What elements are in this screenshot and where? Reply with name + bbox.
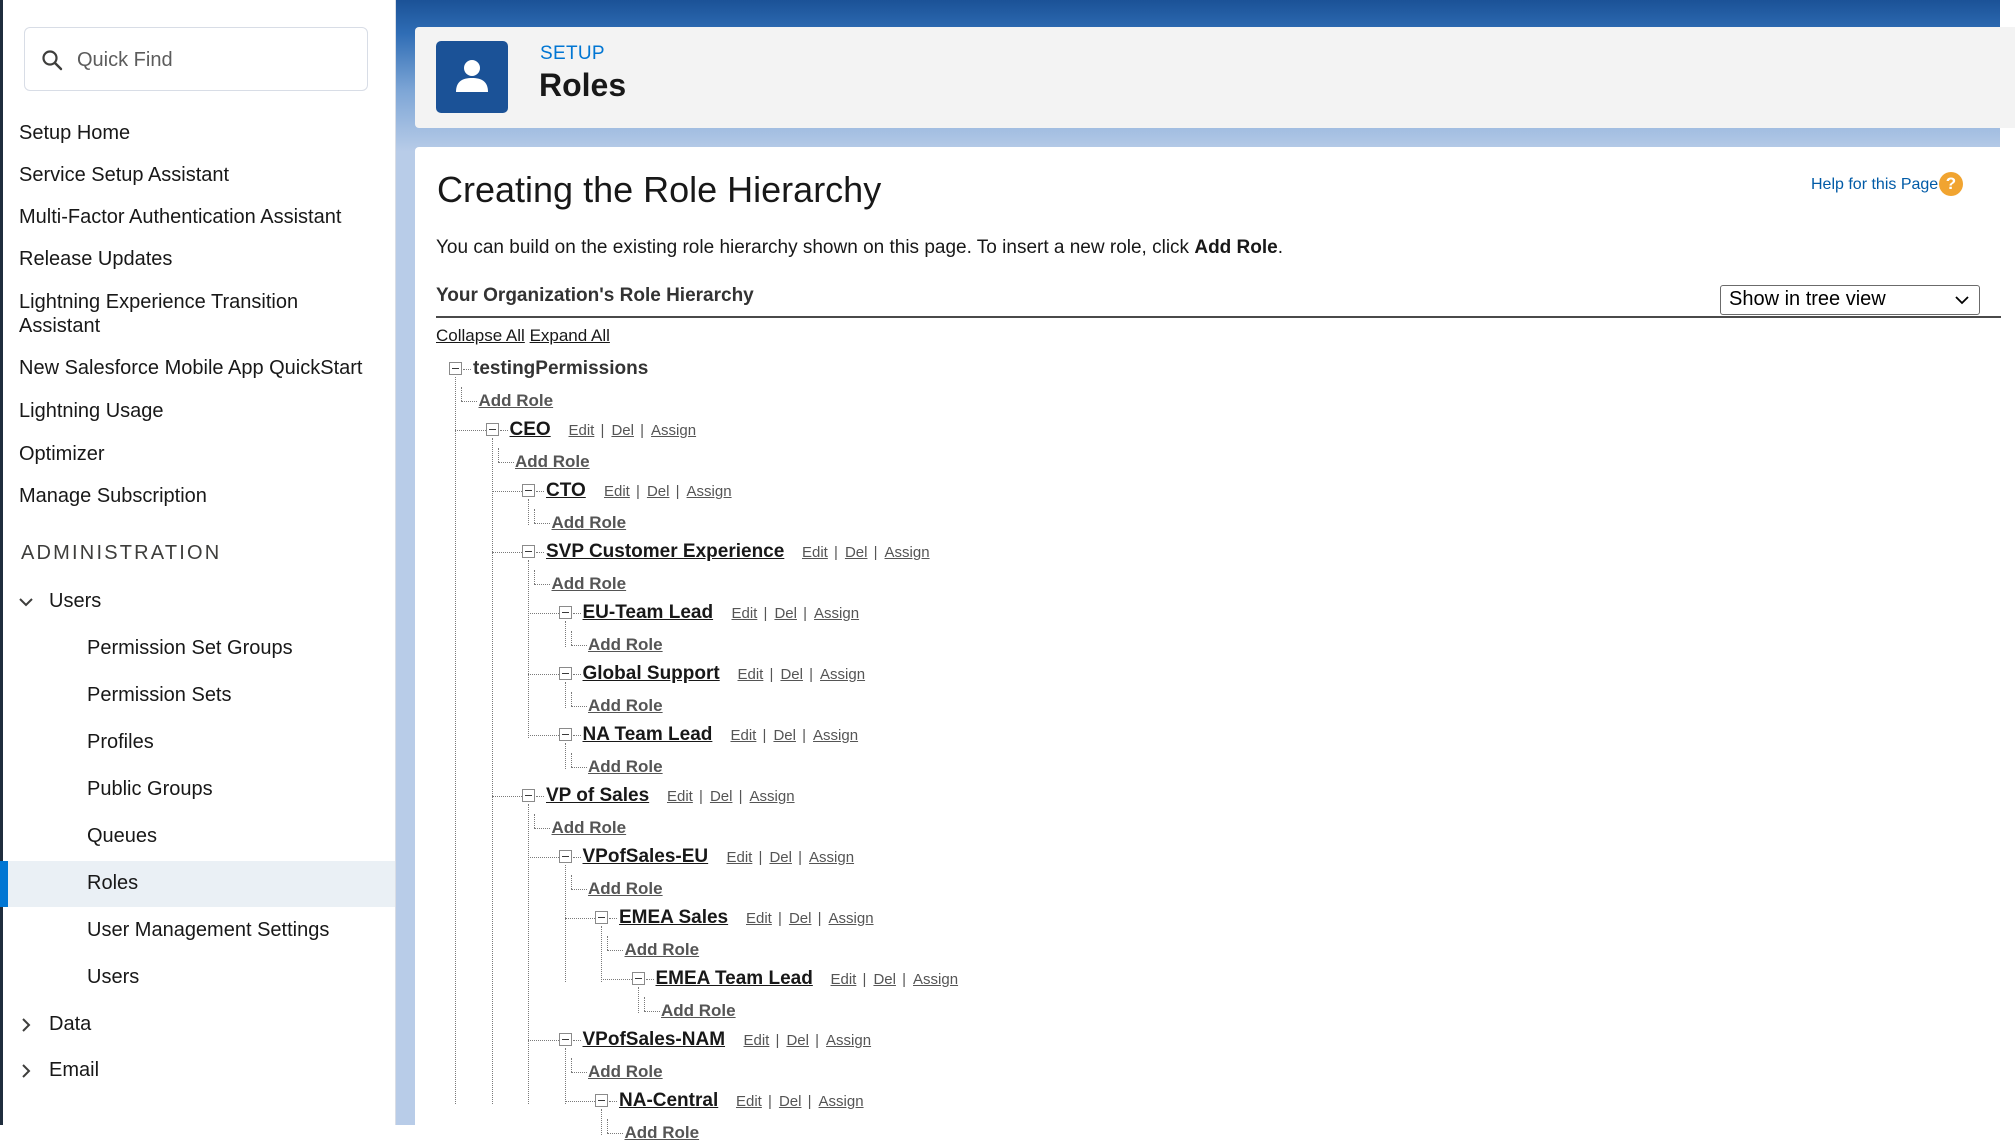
separator: | (671, 483, 680, 500)
sidebar-item-mfa-assistant[interactable]: Multi-Factor Authentication Assistant (19, 206, 342, 228)
add-role-link[interactable]: Add Role (551, 817, 627, 837)
tree-connector (609, 1101, 617, 1102)
delete-role-link[interactable]: Del (611, 422, 634, 439)
role-actions (746, 910, 874, 927)
roles-icon-box (436, 41, 508, 113)
role-actions (736, 1093, 864, 1110)
tree-guide (565, 682, 566, 708)
separator: | (797, 727, 807, 744)
role-link[interactable]: SVP Customer Experience (546, 541, 785, 562)
add-role-link[interactable]: Add Role (588, 756, 663, 776)
role-actions (731, 727, 859, 744)
tree-connector (534, 509, 535, 523)
sidebar-item-queues[interactable] (0, 814, 395, 860)
collapse-all-link[interactable]: Collapse All (436, 326, 525, 345)
role-link[interactable]: EMEA Team Lead (655, 968, 813, 989)
tree-connector (607, 936, 608, 950)
role-actions (604, 483, 732, 500)
tree-guide (528, 804, 529, 1104)
tree-connector (528, 674, 559, 675)
assign-role-link[interactable]: Assign (884, 544, 930, 561)
tree-connector (455, 430, 486, 431)
add-role-link[interactable]: Add Role (515, 451, 590, 471)
sidebar-group-email[interactable] (0, 1049, 395, 1093)
role-link[interactable]: CTO (546, 480, 586, 501)
sidebar-item-roles[interactable] (0, 861, 395, 907)
separator: | (810, 1032, 820, 1049)
sidebar-item-label: Roles (87, 872, 139, 894)
sidebar-group-data[interactable] (0, 1003, 395, 1047)
tree-connector (492, 491, 523, 492)
separator: | (765, 666, 774, 683)
separator: | (758, 727, 767, 744)
tree-connector (528, 1040, 559, 1041)
separator: | (793, 849, 803, 866)
tree-connector (492, 796, 523, 797)
tree-connector (573, 857, 581, 858)
tree-connector (571, 645, 587, 646)
separator: | (596, 422, 605, 439)
help-icon[interactable]: ? (1939, 172, 1963, 196)
role-actions (569, 422, 697, 439)
chevron-right-icon (16, 1015, 36, 1035)
tree-connector (565, 918, 596, 919)
delete-role-link[interactable]: Del (788, 910, 812, 927)
role-link[interactable]: Global Support (582, 663, 720, 684)
tree-connector (571, 1058, 572, 1072)
role-actions (831, 971, 959, 988)
separator: | (897, 971, 907, 988)
delete-role-link[interactable]: Del (786, 1032, 809, 1049)
role-link[interactable]: VPofSales-NAM (582, 1029, 726, 1050)
user-icon (454, 58, 490, 94)
separator: | (804, 666, 814, 683)
tree-connector (571, 753, 572, 767)
collapse-toggle-icon[interactable] (449, 362, 462, 375)
delete-role-link[interactable]: Del (769, 849, 792, 866)
collapse-toggle-icon[interactable] (559, 606, 572, 619)
delete-role-link[interactable]: Del (773, 727, 796, 744)
add-role-link[interactable]: Add Role (588, 634, 663, 654)
role-actions (802, 544, 930, 561)
help-link[interactable]: Help for this Page (1811, 176, 1939, 193)
collapse-toggle-icon[interactable] (559, 850, 572, 863)
sidebar-item-optimizer[interactable]: Optimizer (19, 443, 105, 465)
edit-role-link[interactable]: Edit (568, 422, 595, 439)
chevron-down-icon (16, 592, 36, 612)
tree-connector (609, 918, 617, 919)
role-link[interactable]: VP of Sales (546, 785, 650, 806)
tree-guide (565, 1048, 566, 1104)
sidebar-item-user-management-settings[interactable] (0, 908, 395, 954)
edit-role-link[interactable]: Edit (604, 483, 630, 500)
collapse-toggle-icon[interactable] (486, 423, 499, 436)
tree-connector (571, 692, 572, 706)
sidebar-group-users[interactable] (0, 580, 395, 624)
assign-role-link[interactable]: Assign (749, 788, 795, 805)
tree-connector (500, 430, 508, 431)
separator: | (635, 422, 645, 439)
tree-connector (571, 706, 587, 707)
delete-role-link[interactable]: Del (646, 483, 670, 500)
intro-text-end: . (1277, 237, 1284, 258)
tree-connector (528, 857, 559, 858)
tree-guide (492, 438, 493, 1104)
sidebar-item-label: Queues (87, 825, 158, 847)
sidebar-item-lightning-transition-assistant[interactable]: Lightning Experience Transition Assistant (19, 291, 299, 337)
page-title: Roles (539, 67, 627, 103)
role-actions (727, 849, 855, 866)
sidebar-item-manage-subscription[interactable]: Manage Subscription (19, 485, 207, 507)
collapse-toggle-icon[interactable] (522, 484, 535, 497)
main-area (396, 0, 2000, 1142)
tree-connector (534, 814, 535, 828)
tree-connector (601, 979, 632, 980)
tree-guide (565, 865, 566, 982)
tree-connector (571, 1072, 587, 1073)
add-role-link[interactable]: Add Role (588, 878, 663, 898)
sidebar-item-release-updates[interactable]: Release Updates (19, 248, 173, 270)
tree-connector (461, 401, 477, 402)
assign-role-link[interactable]: Assign (814, 605, 860, 622)
separator: | (754, 849, 763, 866)
delete-role-link[interactable]: Del (844, 544, 868, 561)
assign-role-link[interactable]: Assign (686, 483, 732, 500)
role-link[interactable]: CEO (509, 419, 551, 440)
collapse-toggle-icon[interactable] (522, 789, 535, 802)
collapse-toggle-icon[interactable] (522, 545, 535, 558)
separator: | (734, 788, 743, 805)
tree-connector (644, 1011, 660, 1012)
tree-connector (573, 1040, 581, 1041)
role-link[interactable]: NA-Central (619, 1090, 719, 1111)
sidebar-item-lightning-usage[interactable]: Lightning Usage (19, 400, 164, 422)
tree-view-select-value: Show in tree view (1729, 288, 1886, 310)
tree-connector (534, 828, 550, 829)
content-card (415, 147, 2015, 1147)
add-role-link[interactable]: Add Role (624, 1122, 700, 1142)
edit-role-link[interactable]: Edit (730, 727, 757, 744)
sidebar-item-label: Permission Set Groups (87, 637, 293, 659)
page-header (415, 27, 2015, 128)
collapse-toggle-icon[interactable] (632, 972, 645, 985)
add-role-link[interactable]: Add Role (624, 939, 700, 959)
delete-role-link[interactable]: Del (709, 788, 733, 805)
separator: | (858, 971, 867, 988)
collapse-toggle-icon[interactable] (559, 1033, 572, 1046)
sidebar-item-label: Public Groups (87, 778, 213, 800)
separator: | (803, 1093, 812, 1110)
expand-all-link[interactable]: Expand All (529, 326, 610, 345)
assign-role-link[interactable]: Assign (826, 1032, 872, 1049)
sidebar-group-label: Email (49, 1059, 100, 1081)
sidebar-item-permission-set-groups[interactable] (0, 626, 395, 672)
tree-guide (565, 743, 566, 769)
tree-connector (498, 448, 499, 462)
tree-guide (528, 499, 529, 525)
separator: | (798, 605, 808, 622)
add-role-link[interactable]: Add Role (588, 695, 663, 715)
edit-role-link[interactable]: Edit (830, 971, 857, 988)
tree-guide (638, 987, 639, 1013)
edit-role-link[interactable]: Edit (737, 666, 764, 683)
tree-connector (607, 1133, 623, 1134)
hierarchy-section-title: Your Organization's Role Hierarchy (436, 285, 754, 306)
sidebar-item-profiles[interactable] (0, 720, 395, 766)
tree-connector (573, 674, 581, 675)
role-hierarchy-tree (415, 147, 2015, 1147)
tree-connector (492, 552, 523, 553)
tree-connector (571, 767, 587, 768)
quick-find-box[interactable] (24, 27, 368, 91)
delete-role-link[interactable]: Del (873, 971, 896, 988)
separator: | (759, 605, 768, 622)
tree-connector (644, 997, 645, 1011)
administration-heading: ADMINISTRATION (21, 542, 222, 564)
header-eyebrow: SETUP (540, 43, 605, 64)
tree-connector (461, 387, 462, 401)
add-role-link[interactable]: Add Role (478, 390, 554, 410)
tree-guide (528, 560, 529, 738)
edit-role-link[interactable]: Edit (726, 849, 753, 866)
tree-connector (571, 631, 572, 645)
role-link[interactable]: EMEA Sales (619, 907, 729, 928)
delete-role-link[interactable]: Del (780, 666, 803, 683)
role-link[interactable]: VPofSales-EU (582, 846, 709, 867)
intro-text-main: You can build on the existing role hierarchy shown on this page. To insert a new role, click (436, 237, 1195, 258)
role-link[interactable]: EU-Team Lead (582, 602, 714, 623)
tree-connector (565, 1101, 596, 1102)
tree-connector (534, 523, 550, 524)
sidebar-item-public-groups[interactable] (0, 767, 395, 813)
assign-role-link[interactable]: Assign (651, 422, 697, 439)
tree-connector (534, 570, 535, 584)
collapse-toggle-icon[interactable] (559, 728, 572, 741)
collapse-toggle-icon[interactable] (595, 1094, 608, 1107)
tree-connector (498, 462, 514, 463)
separator: | (869, 544, 878, 561)
separator: | (771, 1032, 780, 1049)
sidebar-item-mobile-quickstart[interactable]: New Salesforce Mobile App QuickStart (19, 357, 363, 379)
sidebar-item-setup-home[interactable]: Setup Home (19, 122, 131, 144)
role-actions (744, 1032, 872, 1049)
sidebar-group-label: Users (49, 590, 102, 612)
tree-connector (646, 979, 654, 980)
edit-role-link[interactable]: Edit (736, 1093, 762, 1110)
setup-sidebar (0, 0, 396, 1125)
tree-guide (601, 926, 602, 982)
sidebar-item-service-setup-assistant[interactable]: Service Setup Assistant (19, 164, 230, 186)
sidebar-item-label: Permission Sets (87, 684, 232, 706)
edit-role-link[interactable]: Edit (667, 788, 693, 805)
tree-connector (536, 796, 544, 797)
sidebar-item-permission-sets[interactable] (0, 673, 395, 719)
separator: | (763, 1093, 772, 1110)
tree-connector (573, 613, 581, 614)
tree-connector (571, 889, 587, 890)
assign-role-link[interactable]: Assign (820, 666, 866, 683)
tree-connector (536, 552, 544, 553)
assign-role-link[interactable]: Assign (813, 727, 859, 744)
role-link[interactable]: NA Team Lead (582, 724, 713, 745)
edit-role-link[interactable]: Edit (731, 605, 758, 622)
chevron-right-icon (16, 1061, 36, 1081)
assign-role-link[interactable]: Assign (809, 849, 855, 866)
assign-role-link[interactable]: Assign (913, 971, 959, 988)
tree-connector (536, 491, 544, 492)
sidebar-item-label: Profiles (87, 731, 154, 753)
tree-connector (607, 1119, 608, 1133)
separator: | (813, 910, 822, 927)
sidebar-item-users[interactable] (0, 955, 395, 1001)
quick-find-input[interactable] (77, 42, 357, 78)
tree-connector (571, 875, 572, 889)
tree-connector (528, 613, 559, 614)
tree-connector (528, 735, 559, 736)
edit-role-link[interactable]: Edit (743, 1032, 770, 1049)
assign-role-link[interactable]: Assign (818, 1093, 864, 1110)
tree-connector (534, 584, 550, 585)
page-heading: Creating the Role Hierarchy (437, 169, 882, 210)
intro-text-bold: Add Role (1194, 237, 1278, 258)
tree-connector (573, 735, 581, 736)
add-role-link[interactable]: Add Role (551, 512, 627, 532)
tree-connector (463, 369, 471, 370)
role-actions (667, 788, 795, 805)
tree-connector (607, 950, 623, 951)
edit-role-link[interactable]: Edit (746, 910, 772, 927)
separator: | (773, 910, 782, 927)
separator: | (829, 544, 838, 561)
collapse-toggle-icon[interactable] (559, 667, 572, 680)
search-icon (41, 49, 63, 71)
separator: | (631, 483, 640, 500)
tree-guide (601, 1109, 602, 1135)
add-role-link[interactable]: Add Role (551, 573, 627, 593)
active-indicator (0, 861, 8, 907)
separator: | (694, 788, 703, 805)
sidebar-item-label: Users (87, 966, 140, 988)
role-actions (732, 605, 860, 622)
assign-role-link[interactable]: Assign (828, 910, 874, 927)
collapse-toggle-icon[interactable] (595, 911, 608, 924)
add-role-link[interactable]: Add Role (661, 1000, 736, 1020)
tree-guide (565, 621, 566, 647)
add-role-link[interactable]: Add Role (588, 1061, 663, 1081)
edit-role-link[interactable]: Edit (802, 544, 828, 561)
tree-root-label: testingPermissions (473, 358, 649, 379)
delete-role-link[interactable]: Del (778, 1093, 802, 1110)
sidebar-item-label: User Management Settings (87, 919, 330, 941)
role-actions (738, 666, 866, 683)
sidebar-group-label: Data (49, 1013, 92, 1035)
delete-role-link[interactable]: Del (774, 605, 797, 622)
tree-guide (455, 377, 456, 1104)
